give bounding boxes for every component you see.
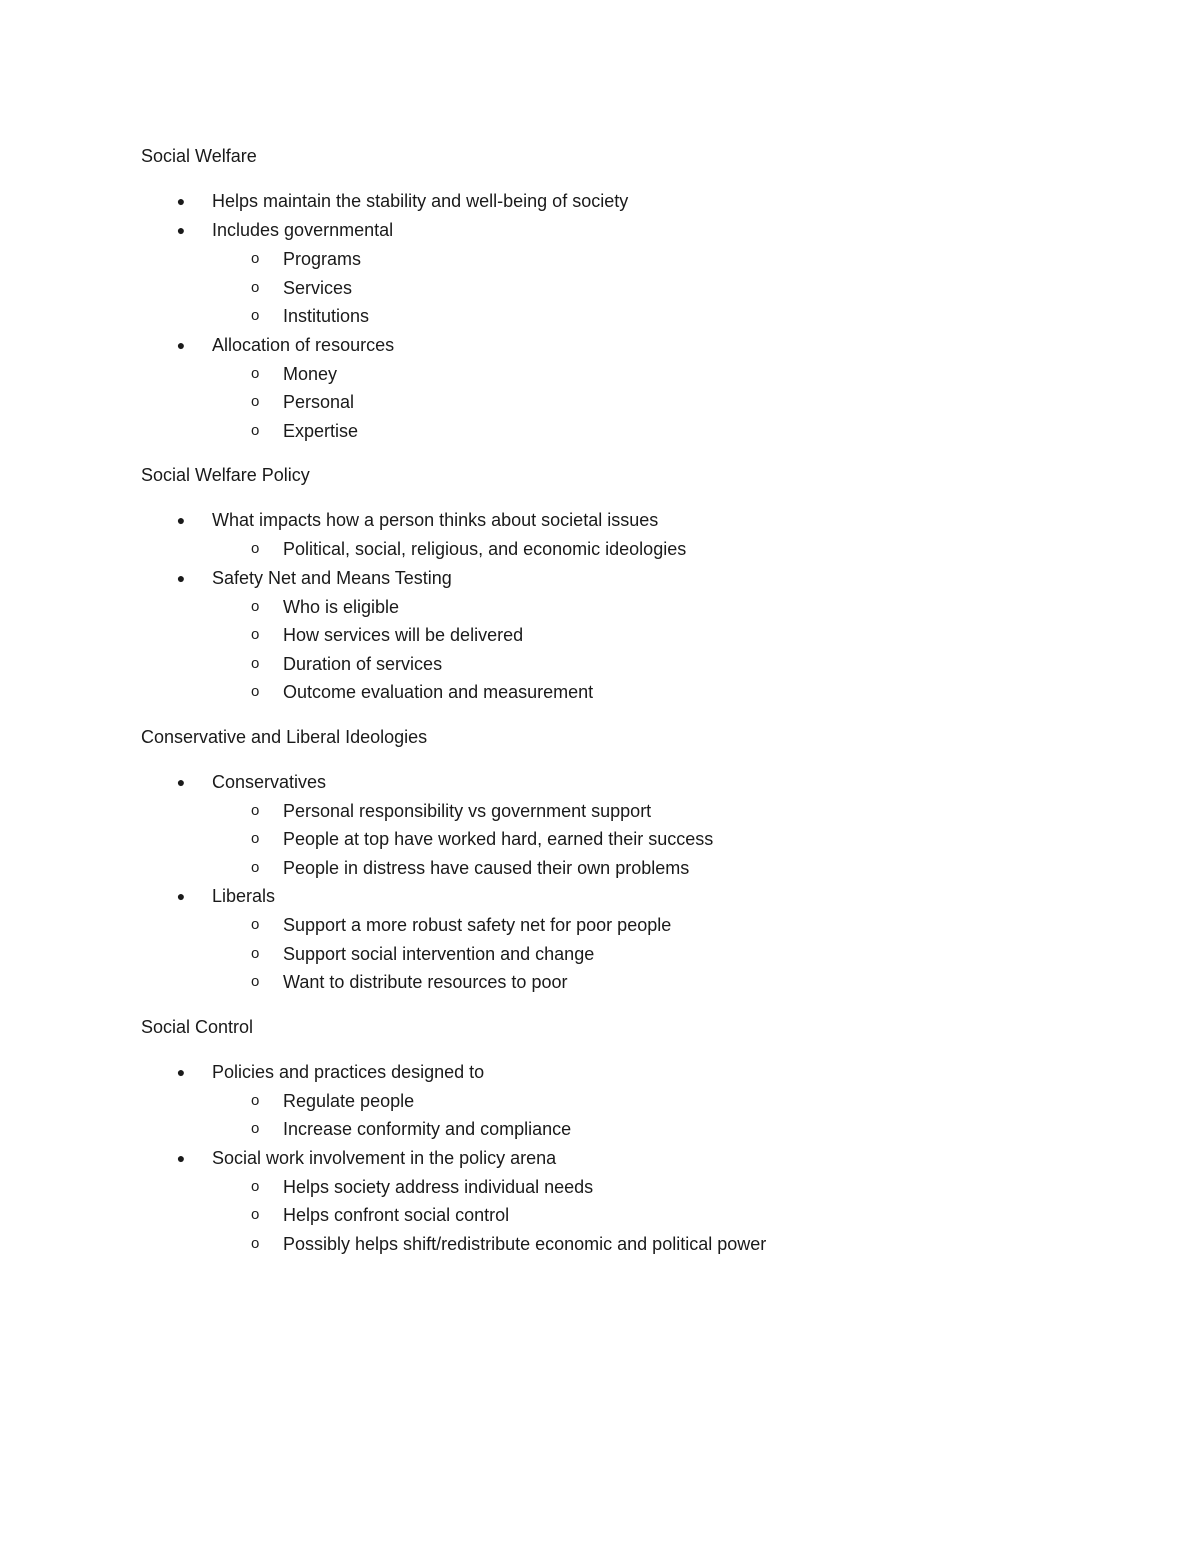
- sub-list-item-text: How services will be delivered: [283, 625, 524, 645]
- hollow-circle-bullet-icon: o: [251, 421, 260, 439]
- list-item: [141, 331, 1200, 446]
- list-item: [141, 187, 1200, 216]
- bullet-icon: ●: [176, 193, 186, 209]
- section-heading: Social Welfare Policy: [141, 465, 310, 485]
- sub-list-item-text: Helps society address individual needs: [283, 1176, 594, 1197]
- sub-list-item: [212, 1115, 1200, 1144]
- list-item: [141, 882, 1200, 997]
- hollow-circle-bullet-icon: o: [251, 250, 260, 267]
- hollow-circle-bullet-icon: o: [251, 830, 260, 847]
- bullet-icon: ●: [176, 222, 186, 238]
- section-heading: Social Welfare: [141, 146, 257, 166]
- document-section: [141, 142, 1200, 445]
- hollow-circle-bullet-icon: o: [251, 364, 260, 382]
- sub-list-item: [212, 245, 1200, 274]
- sub-list-item: [212, 274, 1200, 303]
- list-item-row: [176, 564, 1200, 593]
- hollow-circle-bullet-icon: o: [251, 1091, 260, 1109]
- list-item: [141, 564, 1200, 707]
- list-item-text: Conservatives: [212, 771, 327, 792]
- sub-list-item-text: People at top have worked hard, earned their success: [283, 829, 714, 849]
- sub-list-item-text: Regulate people: [283, 1090, 415, 1111]
- bullet-list: [141, 768, 1200, 997]
- sub-list: [212, 1087, 1200, 1144]
- document-section: [141, 1013, 1200, 1259]
- list-item-row: [176, 187, 1200, 216]
- list-item-row: [176, 768, 1200, 797]
- list-item-text: Policies and practices designed to: [212, 1061, 485, 1082]
- list-item-text: Social work involvement in the policy arena: [212, 1147, 557, 1168]
- sub-list-item: [212, 911, 1200, 940]
- document-section: [141, 461, 1200, 707]
- list-item-text: Safety Net and Means Testing: [212, 567, 452, 588]
- sub-list-item-text: Possibly helps shift/redistribute economic and political power: [283, 1233, 767, 1254]
- list-item-text: Helps maintain the stability and well-being of society: [212, 191, 629, 211]
- sub-list-item-text: Support social intervention and change: [283, 943, 595, 964]
- sub-list-item-text: Programs: [283, 249, 362, 269]
- bullet-icon: ●: [176, 888, 186, 904]
- hollow-circle-bullet-icon: o: [251, 1177, 260, 1195]
- document-section: [141, 723, 1200, 997]
- sub-list-item: [212, 678, 1200, 707]
- sub-list-item-text: Who is eligible: [283, 596, 400, 617]
- hollow-circle-bullet-icon: o: [251, 944, 260, 962]
- list-item-row: [176, 882, 1200, 911]
- list-item-text: What impacts how a person thinks about societal issues: [212, 510, 659, 530]
- sub-list-item-text: Personal responsibility vs government support: [283, 800, 652, 821]
- hollow-circle-bullet-icon: o: [251, 597, 260, 615]
- sub-list-item-text: Helps confront social control: [283, 1205, 510, 1225]
- sub-list-item-text: Support a more robust safety net for poor people: [283, 915, 672, 935]
- bullet-icon: ●: [176, 336, 186, 353]
- sub-list-item: [212, 621, 1200, 650]
- hollow-circle-bullet-icon: o: [251, 683, 260, 700]
- hollow-circle-bullet-icon: o: [251, 1234, 260, 1252]
- list-item: [141, 1144, 1200, 1259]
- section-heading: Conservative and Liberal Ideologies: [141, 726, 428, 747]
- sub-list-item: [212, 1087, 1200, 1116]
- bullet-icon: ●: [176, 569, 186, 586]
- sub-list-item: [212, 1230, 1200, 1259]
- list-item-row: [176, 1058, 1200, 1087]
- list-item: [141, 216, 1200, 331]
- sub-list: [212, 245, 1200, 331]
- sub-list-item-text: People in distress have caused their own problems: [283, 857, 690, 878]
- list-item-text: Allocation of resources: [212, 334, 395, 355]
- sub-list-item-text: Personal: [283, 392, 355, 412]
- sub-list: [212, 1173, 1200, 1259]
- section-heading: Social Control: [141, 1016, 254, 1037]
- hollow-circle-bullet-icon: o: [251, 973, 260, 990]
- hollow-circle-bullet-icon: o: [251, 1206, 260, 1223]
- sub-list-item: [212, 1173, 1200, 1202]
- hollow-circle-bullet-icon: o: [251, 626, 260, 643]
- hollow-circle-bullet-icon: o: [251, 916, 260, 933]
- sub-list: [212, 911, 1200, 997]
- bullet-icon: ●: [176, 773, 186, 790]
- sub-list-item-text: Institutions: [283, 306, 370, 326]
- sub-list-item: [212, 854, 1200, 883]
- bullet-list: [141, 187, 1200, 445]
- list-item-row: [176, 506, 1200, 535]
- bullet-icon: ●: [176, 1063, 186, 1080]
- hollow-circle-bullet-icon: o: [251, 858, 260, 876]
- sub-list-item-text: Want to distribute resources to poor: [283, 972, 568, 992]
- sub-list-item-text: Expertise: [283, 420, 359, 441]
- sub-list-item: [212, 417, 1200, 446]
- hollow-circle-bullet-icon: o: [251, 307, 260, 324]
- bullet-icon: ●: [176, 512, 186, 528]
- hollow-circle-bullet-icon: o: [251, 654, 260, 672]
- hollow-circle-bullet-icon: o: [251, 1120, 260, 1137]
- sub-list-item: [212, 797, 1200, 826]
- list-item-row: [176, 331, 1200, 360]
- sub-list-item: [212, 1201, 1200, 1230]
- sub-list: [212, 797, 1200, 883]
- sub-list-item-text: Political, social, religious, and economic ideologies: [283, 539, 687, 559]
- hollow-circle-bullet-icon: o: [251, 278, 260, 296]
- bullet-icon: ●: [176, 1149, 186, 1166]
- bullet-list: [141, 1058, 1200, 1259]
- list-item: [141, 506, 1200, 564]
- sub-list-item: [212, 593, 1200, 622]
- sub-list-item-text: Money: [283, 363, 338, 384]
- bullet-list: [141, 506, 1200, 707]
- sub-list: [212, 360, 1200, 446]
- sub-list-item-text: Increase conformity and compliance: [283, 1119, 572, 1139]
- hollow-circle-bullet-icon: o: [251, 393, 260, 410]
- list-item-text: Liberals: [212, 886, 276, 906]
- sub-list-item: [212, 825, 1200, 854]
- list-item-text: Includes governmental: [212, 220, 394, 240]
- list-item-row: [176, 1144, 1200, 1173]
- sub-list-item: [212, 535, 1200, 564]
- hollow-circle-bullet-icon: o: [251, 540, 260, 557]
- sub-list-item: [212, 360, 1200, 389]
- sub-list-item-text: Outcome evaluation and measurement: [283, 682, 594, 702]
- sub-list-item: [212, 388, 1200, 417]
- sub-list-item: [212, 650, 1200, 679]
- hollow-circle-bullet-icon: o: [251, 801, 260, 819]
- sub-list-item-text: Duration of services: [283, 653, 443, 674]
- sub-list-item: [212, 302, 1200, 331]
- sub-list-item-text: Services: [283, 277, 353, 298]
- sub-list-item: [212, 940, 1200, 969]
- sub-list: [212, 593, 1200, 707]
- sub-list: [212, 535, 1200, 564]
- list-item-row: [176, 216, 1200, 245]
- list-item: [141, 768, 1200, 883]
- list-item: [141, 1058, 1200, 1144]
- sub-list-item: [212, 968, 1200, 997]
